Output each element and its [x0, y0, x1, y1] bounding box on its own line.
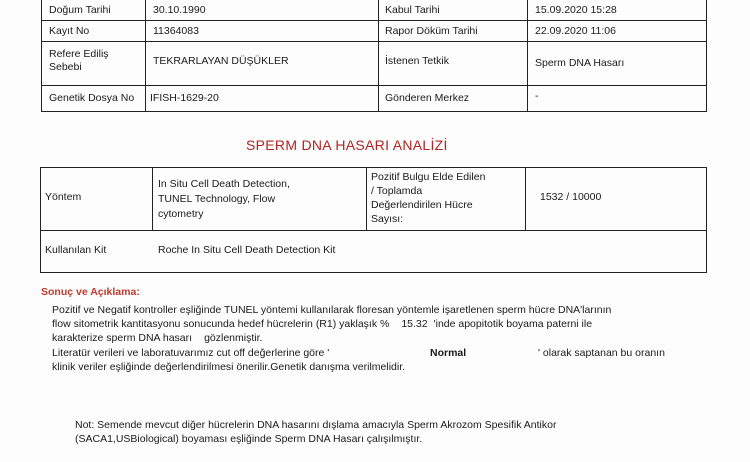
sending-center-label: Gönderen Merkez: [385, 92, 470, 104]
conclusion-text: gözlenmiştir.: [204, 332, 263, 344]
genetic-file-value: IFISH-1629-20: [150, 92, 219, 104]
percentage-value: 15.32: [401, 318, 428, 330]
positive-count-label: Değerlendirilen Hücre: [371, 199, 473, 211]
method-value: cytometry: [158, 208, 204, 220]
requested-test-value: Sperm DNA Hasarı: [535, 57, 625, 69]
positive-count-value: 1532 / 10000: [540, 191, 602, 203]
conclusion-line: [52, 346, 329, 360]
table-rule: [40, 167, 707, 168]
conclusion-text: ' olarak saptanan bu oranın: [538, 347, 665, 359]
kit-label: Kullanılan Kit: [45, 244, 107, 256]
table-rule: [40, 230, 707, 231]
note-line: (SACA1,USBiological) boyaması eşliğinde Sperm DNA Hasarı çalışılmıştır.: [75, 433, 423, 445]
conclusion-text: karakterize sperm DNA hasarı: [52, 332, 193, 344]
kit-value: Roche In Situ Cell Death Detection Kit: [158, 244, 336, 256]
record-no-value: 11364083: [153, 25, 199, 37]
table-rule: [40, 272, 707, 273]
birth-date-label: Doğum Tarihi: [49, 4, 111, 16]
report-date-value: 22.09.2020 11:06: [535, 25, 616, 37]
table-rule: [525, 167, 526, 230]
admission-date-value: 15.09.2020 15:28: [535, 4, 617, 16]
referral-reason-label-2: Sebebi: [49, 61, 82, 73]
conclusion-line: klinik veriler eşliğinde değerlendirilmesi önerilir.Genetik danışma verilmelidir.: [52, 361, 406, 373]
sending-center-value: -: [535, 90, 539, 102]
genetic-file-label: Genetik Dosya No: [49, 92, 135, 104]
positive-count-label: / Toplamda: [371, 185, 423, 197]
method-value: In Situ Cell Death Detection,: [158, 178, 290, 190]
method-label: Yöntem: [45, 191, 82, 203]
table-rule: [706, 167, 707, 273]
conclusion-text: flow sitometrik kantitasyonu sonucunda hedef hücrelerin (R1) yaklaşık %: [52, 318, 390, 330]
method-value: TUNEL Technology, Flow: [158, 193, 276, 205]
note-line: Not: Semende mevcut diğer hücrelerin DNA hasarını dışlama amacıyla Sperm Akrozom Spesifik Antikor: [75, 419, 557, 431]
conclusion-line: Pozitif ve Negatif kontroller eşliğinde TUNEL yöntemi kullanılarak floresan yöntemle işaretlenen sperm hücre DNA'larının: [52, 304, 612, 316]
report-date-label: Rapor Döküm Tarihi: [385, 25, 478, 37]
record-no-label: Kayıt No: [49, 25, 90, 37]
positive-count-label: Sayısı:: [371, 213, 404, 225]
conclusion-text: Literatür verileri ve laboratuvarımız cut off değerlerine göre ': [52, 347, 330, 359]
table-rule: [152, 167, 153, 230]
conclusion-line: [52, 331, 262, 345]
referral-reason-label: Refere Ediliş: [49, 48, 109, 60]
referral-reason-value: TEKRARLAYAN DÜŞÜKLER: [153, 55, 289, 67]
requested-test-label: İstenen Tetkik: [385, 55, 450, 67]
conclusion-text: 'inde apopitotik boyama paterni ile: [433, 318, 593, 330]
positive-count-label: Pozitif Bulgu Elde Edilen: [371, 171, 486, 183]
table-rule: [40, 167, 41, 273]
result-value: Normal: [430, 347, 467, 359]
conclusion-line: [52, 317, 592, 331]
admission-date-label: Kabul Tarihi: [385, 4, 440, 16]
table-rule: [366, 167, 367, 230]
analysis-title: SPERM DNA HASARI ANALİZİ: [246, 137, 448, 153]
birth-date-value: 30.10.1990: [153, 4, 206, 16]
conclusion-heading: Sonuç ve Açıklama:: [41, 286, 140, 298]
